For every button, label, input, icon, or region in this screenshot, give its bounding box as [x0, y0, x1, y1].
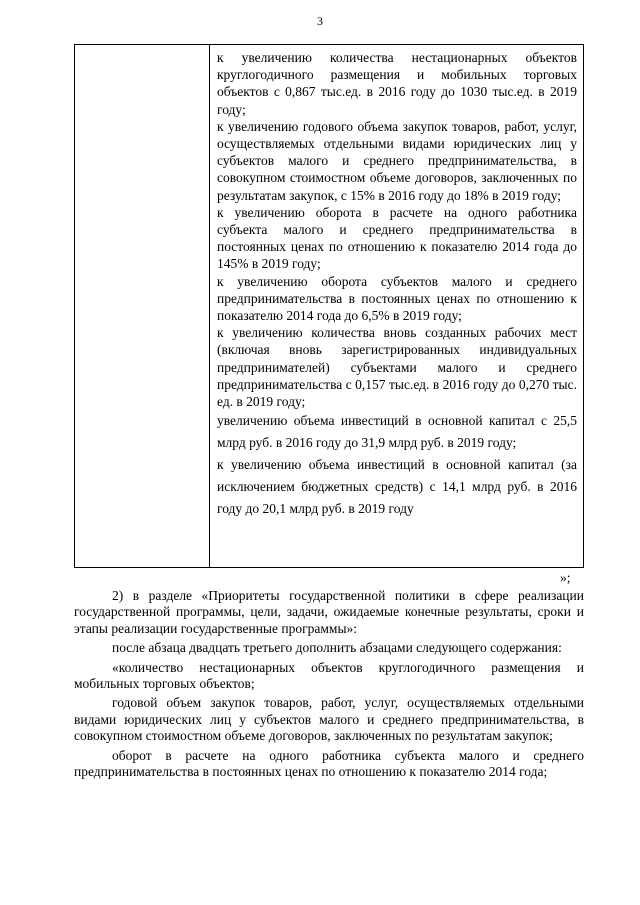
table-item: к увеличению оборота в расчете на одного работника субъекта малого и среднего предпринимательства в постоянных ценах по отношению к показателю 2014 года до 145% в 2019 году;	[217, 204, 577, 272]
table-left-cell	[75, 45, 210, 567]
table-item: к увеличению количества нестационарных объектов круглогодичного размещения и мобильных торговых объектов с 0,867 тыс.ед. в 2016 году до 1030 тыс.ед. в 2019 году;	[217, 50, 577, 117]
paragraph: оборот в расчете на одного работника субъекта малого и среднего предпринимательства в постоянных ценах по отношению к показателю 2014 года;	[74, 747, 584, 780]
paragraph: после абзаца двадцать третьего дополнить абзацами следующего содержания:	[112, 640, 562, 656]
paragraph: годовой объем закупок товаров, работ, услуг, осуществляемых отдельными видами юридических лиц у субъектов малого и среднего предпринимательства, в совокупном стоимостном объеме договоров, заключенных по результатам закупок;	[74, 695, 584, 744]
indicators-table	[74, 44, 584, 568]
table-item: увеличению объема инвестиций в основной капитал с 25,5 млрд руб. в 2016 году до 31,9 млрд руб. в 2019 году;	[217, 413, 577, 451]
table-item: к увеличению количества вновь созданных рабочих мест (включая вновь зарегистрированных индивидуальных предпринимателей) субъектами малого и среднего предпринимательства с 0,157 тыс.ед. в 2016 году до 0,270 тыс. ед. в 2019 году;	[217, 325, 577, 410]
closing-quote: »;	[560, 570, 571, 585]
table-item: к увеличению оборота субъектов малого и среднего предпринимательства в постоянных ценах по отношению к показателю 2014 года до 6,5% в 2019 году;	[217, 273, 577, 324]
paragraph: 2) в разделе «Приоритеты государственной политики в сфере реализации государственной программы, цели, задачи, ожидаемые конечные результаты, сроки и этапы реализации государственные программы»:	[74, 588, 584, 636]
table-item: к увеличению годового объема закупок товаров, работ, услуг, осуществляемых отдельными видами юридических лиц у субъектов малого и среднего предпринимательства, в совокупном стоимостном объеме договоров, заключенных по результатам закупок, с 15% в 2016 году до 18% в 2019 году;	[217, 118, 577, 203]
paragraph: «количество нестационарных объектов круглогодичного размещения и мобильных торговых объектов;	[74, 659, 584, 692]
body-text	[74, 588, 584, 783]
page-number: 3	[317, 14, 323, 28]
table-item: к увеличению объема инвестиций в основной капитал (за исключением бюджетных средств) с 14,1 млрд руб. в 2016 году до 20,1 млрд руб. в 2019 году	[217, 457, 577, 517]
table-right-cell	[210, 45, 583, 567]
